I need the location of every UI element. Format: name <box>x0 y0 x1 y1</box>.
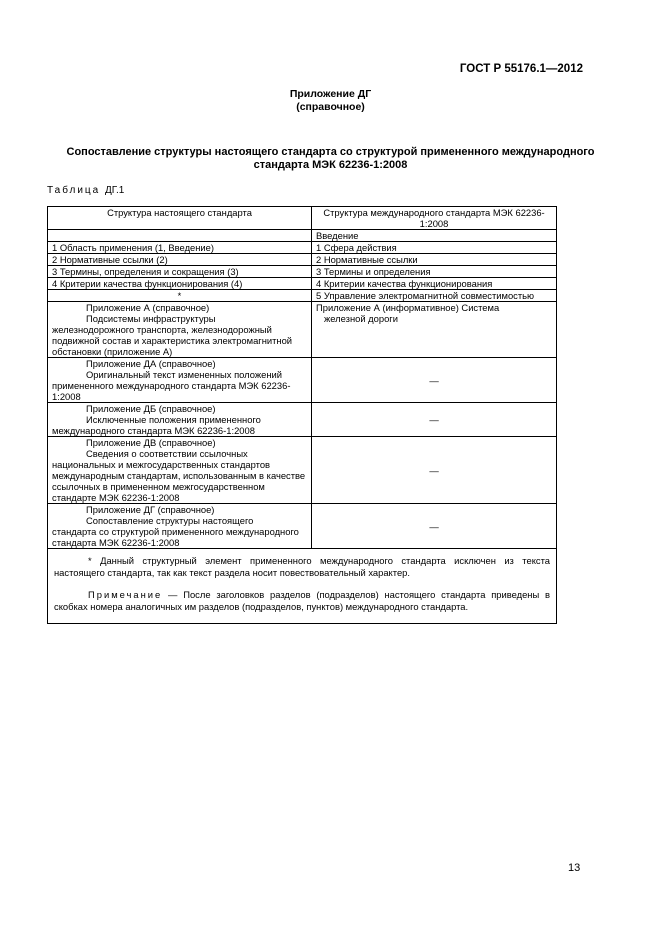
table-cell: 2 Нормативные ссылки <box>312 254 557 266</box>
table-cell: — <box>312 504 557 549</box>
table-footnote-cell <box>48 549 557 624</box>
table-cell: 4 Критерии качества функционирования <box>312 278 557 290</box>
annex-row-title: Приложение А (справочное) <box>86 302 210 313</box>
table-cell <box>48 230 312 242</box>
annex-row-text: железнодорожного транспорта, железнодорожный подвижной состав и характеристика электромагнитной обстановки (приложение А) <box>52 324 293 357</box>
table-row <box>48 254 557 266</box>
table-row <box>48 403 557 437</box>
table-caption-number: ДГ.1 <box>105 185 125 196</box>
annex-row-text: Оригинальный текст измененных положений <box>86 369 282 380</box>
table-cell: 3 Термины, определения и сокращения (3) <box>48 266 312 278</box>
annex-row-text: Приложение А (информативное) Система <box>316 302 500 313</box>
footnote-text: * Данный структурный элемент примененного международного стандарта исключен из текста настоящего стандарта, так как текст раздела носит повествовательный характер. <box>54 555 550 578</box>
annex-row-text: национальных и межгосударственных стандартов международным стандартам, использованным в качестве ссылочных в примененном межгосударственном стандарте МЭК 62236-1:2008 <box>52 459 306 503</box>
table-cell: 3 Термины и определения <box>312 266 557 278</box>
structure-comparison-table <box>47 206 557 624</box>
note-label: Примечание <box>88 589 163 600</box>
annex-row-text: международного стандарта МЭК 62236-1:2008 <box>52 425 255 436</box>
table-caption <box>47 185 124 196</box>
table-row <box>48 290 557 302</box>
annex-row-title: Приложение ДА (справочное) <box>86 358 216 369</box>
annex-row-text: Подсистемы инфраструктуры <box>86 313 216 324</box>
annex-row-title: Приложение ДГ (справочное) <box>86 504 215 515</box>
table-row <box>48 266 557 278</box>
table-row <box>48 437 557 504</box>
column-header-international: Структура международного стандарта МЭК 62236-1:2008 <box>312 207 557 230</box>
table-row <box>48 302 557 358</box>
annex-row-title: Приложение ДБ (справочное) <box>86 403 216 414</box>
table-row <box>48 504 557 549</box>
annex-row-text: железной дороги <box>324 313 398 324</box>
table-cell: 1 Область применения (1, Введение) <box>48 242 312 254</box>
table-cell <box>48 403 312 437</box>
table-cell: — <box>312 358 557 403</box>
annex-row-text: Сопоставление структуры настоящего <box>86 515 254 526</box>
column-header-national: Структура настоящего стандарта <box>48 207 312 230</box>
table-cell: — <box>312 403 557 437</box>
table-footnote-row <box>48 549 557 624</box>
page-number: 13 <box>568 862 581 874</box>
table-header-row <box>48 207 557 230</box>
annex-row-text: примененного международного стандарта МЭК 62236-1:2008 <box>52 380 291 402</box>
document-code: ГОСТ Р 55176.1—2012 <box>459 63 583 75</box>
table-cell <box>312 302 557 358</box>
table-cell <box>48 358 312 403</box>
table-cell: 2 Нормативные ссылки (2) <box>48 254 312 266</box>
table-cell: — <box>312 437 557 504</box>
table-cell <box>48 302 312 358</box>
table-cell: 1 Сфера действия <box>312 242 557 254</box>
table-cell <box>48 437 312 504</box>
table-row <box>48 278 557 290</box>
table-cell: 5 Управление электромагнитной совместимостью <box>312 290 557 302</box>
annex-row-title: Приложение ДВ (справочное) <box>86 437 216 448</box>
table-cell: * <box>48 290 312 302</box>
annex-row-text: Сведения о соответствии ссылочных <box>86 448 248 459</box>
annex-type: (справочное) <box>296 101 365 113</box>
table-cell <box>48 504 312 549</box>
table-row <box>48 358 557 403</box>
note-text: — После заголовков разделов (подразделов) настоящего стандарта приведены в скобках номера аналогичных им разделов (подразделов, пунктов) международного стандарта. <box>54 589 550 612</box>
table-note <box>54 589 550 613</box>
annex-title <box>0 88 661 114</box>
annex-row-text: стандарта со структурой примененного международного стандарта МЭК 62236-1:2008 <box>52 526 299 548</box>
annex-heading: Сопоставление структуры настоящего стандарта со структурой примененного международного стандарта МЭК 62236-1:2008 <box>66 146 595 171</box>
table-row <box>48 242 557 254</box>
table-row <box>48 230 557 242</box>
table-cell: 4 Критерии качества функционирования (4) <box>48 278 312 290</box>
table-caption-label: Таблица <box>47 185 101 196</box>
annex-row-text: Исключенные положения примененного <box>86 414 261 425</box>
annex-name: Приложение ДГ <box>289 88 372 100</box>
table-cell: Введение <box>312 230 557 242</box>
